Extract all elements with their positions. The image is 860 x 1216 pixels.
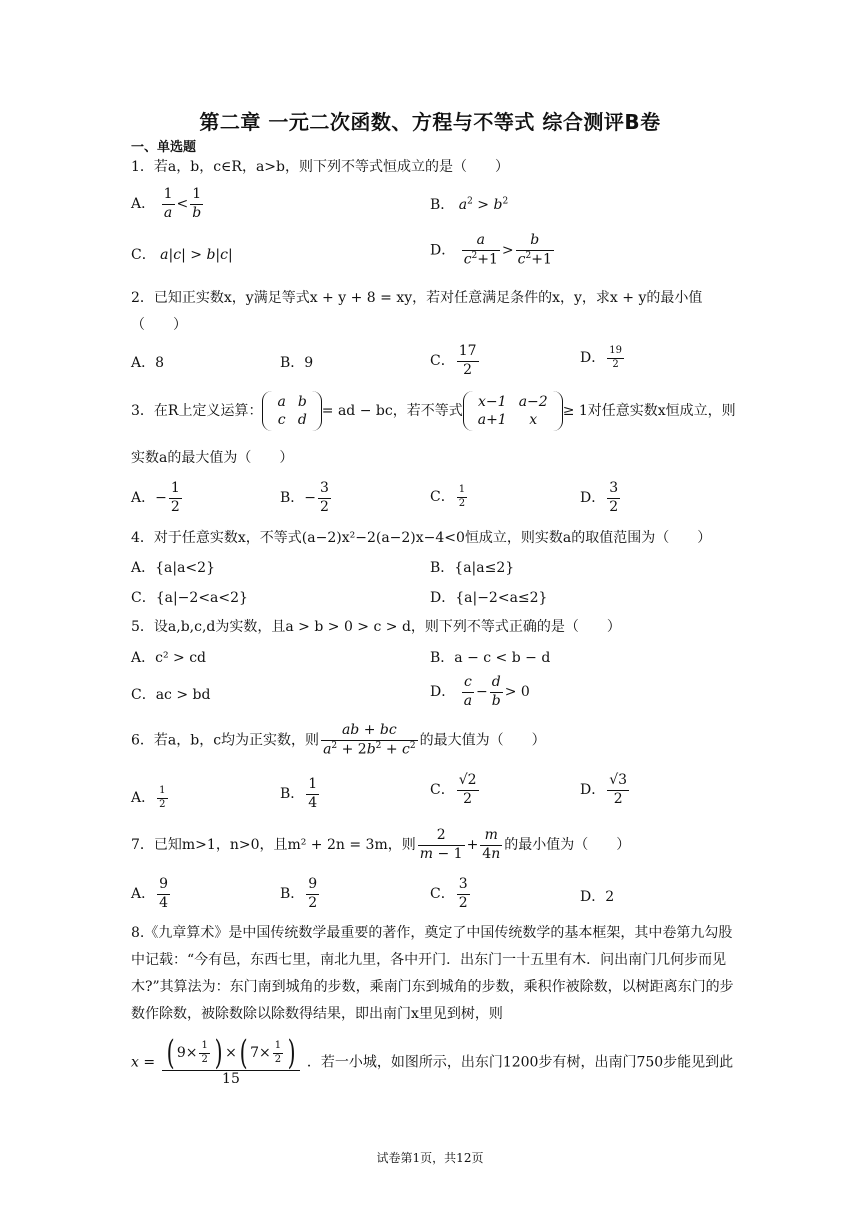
question-1-stem: 1．若a，b，c∈R，a>b，则下列不等式恒成立的是（ ）: [131, 159, 509, 175]
q2-option-a: A．8: [131, 355, 165, 371]
page-title: 第二章 一元二次函数、方程与不等式 综合测评B卷: [199, 110, 661, 134]
section-heading: 一、单选题: [131, 140, 197, 155]
q7-option-a: A． $\frac{9}{4}$: [131, 876, 169, 911]
q3-option-c: C． $\frac{1}{2}$: [430, 484, 466, 509]
question-7-stem: 7．已知m>1，n>0，且m² + 2n = 3m，则 $\frac{2}{m - 1}$ + $\frac{m}{4n}$ 的最小值为（ ）: [131, 827, 631, 862]
q6-option-c: C． $\frac{√2}{2}$: [430, 772, 477, 807]
q6-option-b: B． $\frac{1}{4}$: [280, 776, 318, 811]
q4-option-a: A．{a|a<2}: [131, 560, 215, 576]
q1-option-a: A． $\frac{1}{a}$ < $\frac{1}{b}$: [131, 186, 202, 221]
q4-option-b: B．{a|a≤2}: [430, 560, 515, 576]
q1-option-d: D． $\frac{a}{c^2+1}$ > $\frac{b}{c^2+1}$: [430, 232, 552, 268]
q3-option-a: A．− $\frac{1}{2}$: [131, 480, 180, 515]
q7-option-b: B． $\frac{9}{2}$: [280, 876, 318, 911]
q5-option-d: D． $\frac{c}{a}$ − $\frac{d}{b}$ > 0: [430, 674, 530, 709]
question-3-stem-cont: 实数a的最大值为（ ）: [131, 450, 294, 466]
question-8-tail: ．若一小城，如图所示，出东门1200步有树，出南门750步能见到此: [306, 1054, 734, 1071]
question-8-text: 8.《九章算术》是中国传统数学最重要的著作，奠定了中国传统数学的基本框架，其中卷第九勾股中记载：“今有邑，东西七里，南北九里，各中开门．出东门一十五里有木．问出南门几何步而见木?”其算法为：东门南到城角的步数，乘南门东到城角的步数，乘积作被除数，以树距离东门的步数作除数，被除数除以除数得结果，即出南门x里见到树，则: [131, 925, 734, 1022]
q5-option-b: B．a − c < b − d: [430, 650, 551, 666]
q7-option-d: D．2: [580, 889, 615, 905]
q7-option-c: C． $\frac{3}{2}$: [430, 876, 468, 911]
question-6-stem: 6．若a，b，c均为正实数，则 $\frac{ab + bc}{a^2 + 2b^2 + c^2}$ 的最大值为（ ）: [131, 722, 546, 758]
q4-option-c: C．{a|−2<a<2}: [131, 590, 248, 606]
q6-option-a: A． $\frac{1}{2}$: [131, 785, 166, 810]
q2-option-b: B．9: [280, 355, 314, 371]
question-8-formula: x = ( 9× $\frac{1}{2}$ ) ×( 7× $\frac{1}{2}$ ) 15 ．若一小城，如图所示，出东门1200步有树，出南门750步能见到此: [131, 1033, 734, 1087]
question-2-stem-cont: （ ）: [131, 317, 187, 333]
q3-option-d: D． $\frac{3}{2}$: [580, 480, 619, 515]
q5-option-a: A．c² > cd: [131, 650, 206, 666]
q6-option-d: D． $\frac{√3}{2}$: [580, 772, 628, 807]
page-footer: 试卷第1页，共12页: [376, 1151, 484, 1165]
question-4-stem: 4．对于任意实数x，不等式(a−2)x²−2(a−2)x−4<0恒成立，则实数a的取值范围为（ ）: [131, 530, 712, 546]
question-3-stem: 3．在R上定义运算： a b c d = ad − bc，若不等式 x−1 a−2 a+1 x ≥ 1对任意实数x恒成立，则: [131, 391, 736, 431]
question-5-stem: 5．设a,b,c,d为实数，且a > b > 0 > c > d，则下列不等式正确的是（ ）: [131, 619, 621, 635]
q5-option-c: C．ac > bd: [131, 687, 211, 703]
q2-option-c: C． $\frac{17}{2}$: [430, 343, 477, 378]
q1-option-c: C． a|c| > b|c|: [131, 247, 233, 263]
q2-option-d: D． $\frac{19}{2}$: [580, 345, 622, 370]
q4-option-d: D．{a|−2<a≤2}: [430, 590, 548, 606]
q1-option-b: B． $a^2 > b^2$: [430, 196, 509, 213]
question-2-stem: 2．已知正实数x，y满足等式x + y + 8 = xy，若对任意满足条件的x，y，求x + y的最小值: [131, 290, 703, 306]
q3-option-b: B．− $\frac{3}{2}$: [280, 480, 329, 515]
